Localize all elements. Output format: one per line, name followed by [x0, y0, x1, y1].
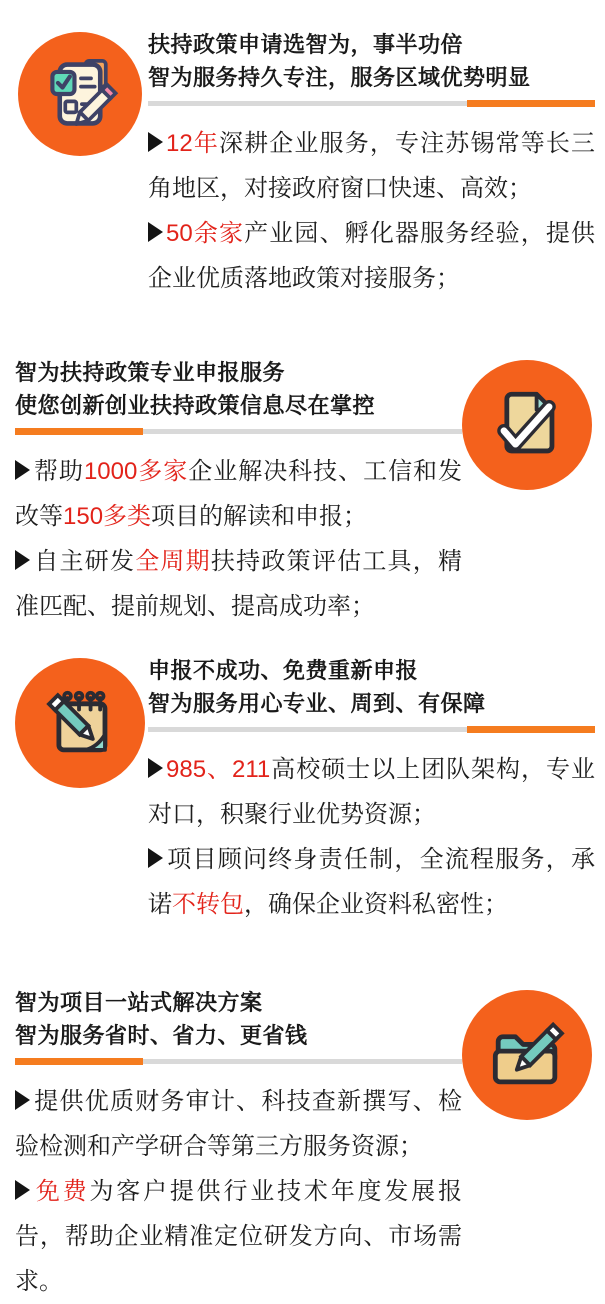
section-4-icon-column [462, 986, 595, 1120]
promo-page [0, 28, 605, 1304]
document-checklist-pencil-icon [34, 48, 126, 140]
bullet-text: 50余家产业园、孵化器服务经验，提供企业优质落地政策对接服务； [148, 220, 596, 292]
bullet-item [148, 121, 595, 211]
bullet-text: 自主研发全周期扶持政策评估工具，精准匹配、提前规划、提高成功率； [15, 548, 463, 620]
section-3-icon-column [15, 654, 148, 788]
section-2-text-column [15, 356, 462, 629]
section-heading-line1: 扶持政策申请选智为，事半功倍 [148, 32, 464, 57]
section-4-text-column [15, 986, 462, 1304]
section-bullets [148, 121, 595, 301]
bullet-item [15, 1079, 462, 1169]
orange-circle-badge [462, 360, 592, 490]
section-3-text-column [148, 654, 595, 927]
section-declaration-service [0, 356, 605, 629]
underline-orange-bar [15, 1058, 143, 1065]
orange-circle-badge [15, 658, 145, 788]
underline-orange-bar [467, 726, 595, 733]
section-heading-line2: 使您创新创业扶持政策信息尽在掌控 [15, 393, 376, 418]
bullet-arrow-icon [148, 222, 163, 242]
bullet-item [15, 539, 462, 629]
section-bullets [15, 449, 462, 629]
bullet-text: 项目顾问终身责任制，全流程服务，承诺不转包，确保企业资料私密性； [148, 846, 595, 918]
orange-circle-badge [462, 990, 592, 1120]
bullet-item [148, 837, 595, 927]
heading-underline [148, 100, 595, 107]
underline-gray-bar [148, 727, 467, 732]
bullet-arrow-icon [15, 1180, 30, 1200]
heading-underline [148, 726, 595, 733]
bullet-arrow-icon [15, 550, 30, 570]
section-heading-line2: 智为服务省时、省力、更省钱 [15, 1023, 308, 1048]
bullet-text: 帮助1000多家企业解决科技、工信和发改等150多类项目的解读和申报； [15, 458, 463, 530]
underline-gray-bar [148, 101, 467, 106]
notepad-pencil-icon [32, 675, 128, 771]
section-2-icon-column [462, 356, 595, 490]
bullet-item [148, 747, 595, 837]
bullet-item [15, 1169, 462, 1304]
section-guarantee [0, 654, 605, 927]
underline-orange-bar [15, 428, 143, 435]
document-checkmark-icon [479, 377, 575, 473]
bullet-arrow-icon [15, 1090, 30, 1110]
bullet-arrow-icon [148, 848, 163, 868]
bullet-text: 12年深耕企业服务，专注苏锡常等长三角地区，对接政府窗口快速、高效； [148, 130, 595, 202]
section-bullets [15, 1079, 462, 1304]
bullet-arrow-icon [148, 132, 163, 152]
section-1-icon-column [15, 28, 148, 156]
underline-gray-bar [143, 1059, 462, 1064]
bullet-item [15, 449, 462, 539]
underline-gray-bar [143, 429, 462, 434]
section-one-stop-solution [0, 986, 605, 1304]
section-heading-line2: 智为服务用心专业、周到、有保障 [148, 691, 486, 716]
bullet-text: 提供优质财务审计、科技查新撰写、检验检测和产学研合等第三方服务资源； [15, 1088, 462, 1160]
section-heading-line1: 智为项目一站式解决方案 [15, 990, 263, 1015]
section-heading-line1: 申报不成功、免费重新申报 [148, 658, 419, 683]
bullet-text: 免费为客户提供行业技术年度发展报告，帮助企业精准定位研发方向、市场需求。 [15, 1178, 462, 1295]
folder-pencil-icon [479, 1007, 575, 1103]
bullet-item [148, 211, 595, 301]
heading-underline [15, 1058, 462, 1065]
underline-orange-bar [467, 100, 595, 107]
section-1-text-column [148, 28, 595, 301]
bullet-arrow-icon [148, 758, 163, 778]
bullet-text: 985、211高校硕士以上团队架构，专业对口，积聚行业优势资源； [148, 756, 595, 828]
section-policy-application [0, 28, 605, 301]
heading-underline [15, 428, 462, 435]
orange-circle-badge [18, 32, 142, 156]
bullet-arrow-icon [15, 460, 30, 480]
section-heading-line1: 智为扶持政策专业申报服务 [15, 360, 286, 385]
section-heading-line2: 智为服务持久专注，服务区域优势明显 [148, 65, 531, 90]
section-bullets [148, 747, 595, 927]
